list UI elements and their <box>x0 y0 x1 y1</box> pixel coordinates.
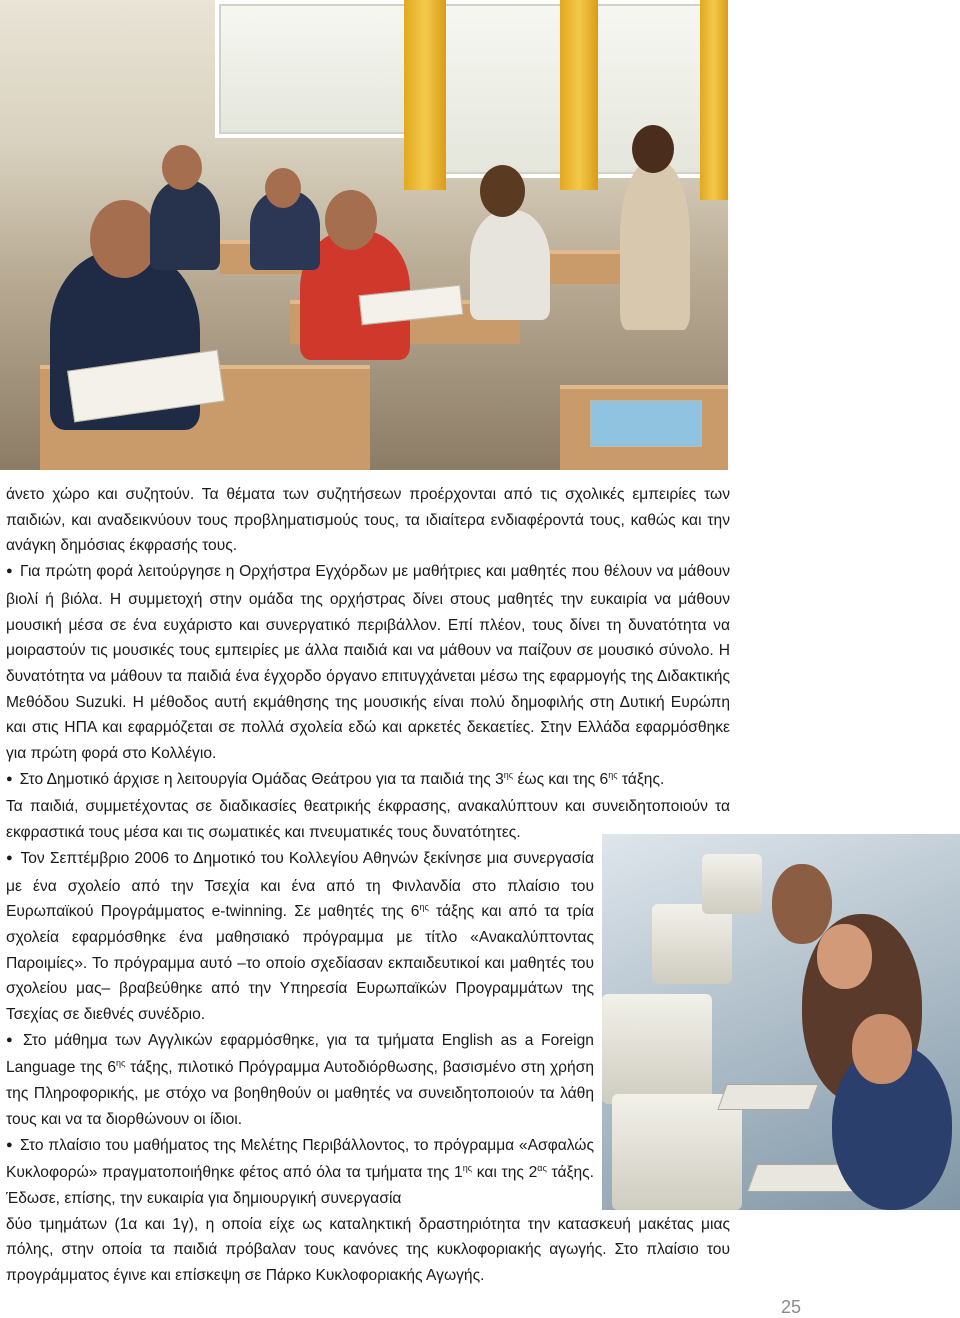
teacher-head <box>632 125 674 173</box>
bullet-orchestra: ● Για πρώτη φορά λειτούργησε η Ορχήστρα Εγχόρδων με μαθήτριες και μαθητές που θέλουν να μάθουν βιολί ή βιόλα. Η συμμετοχή στην ομάδα της ορχήστρας δίνει στους μαθητές την ευκαιρία να μάθουν μουσική μέσα σε ένα ευχάριστο και συνεργατικό περιβάλλον. Επί πλέον, τους δίνει τη δυνατότητα να μοιραστούν τις μουσικές τους εμπειρίες με άλλα παιδιά και να μάθουν να παίζουν σε μουσικό σύνολο. Η δυνατότητα να μάθουν τα παιδιά ένα έγχορδο όργανο επιτυγχάνεται μέσω της εφαρμογής της Διδακτικής Μεθόδου Suzuki. Η μέθοδος αυτή εκμάθησης της μουσικής είναι πολύ δημοφιλής στη Δυτική Ευρώπη και στις ΗΠΑ και εφαρμόζεται σε πολλά σχολεία εδώ και αρκετές δεκαετίες. Στην Ελλάδα εφαρμόσθηκε για πρώτη φορά στο Κολλέγιο. <box>6 559 730 767</box>
student-head <box>817 924 872 989</box>
student <box>150 180 220 270</box>
bullet-etwinning-text: Τον Σεπτέμβριο 2006 το Δημοτικό του Κολλεγίου Αθηνών ξεκίνησε μια συνεργασία με ένα σχολείο από την Τσεχία και ένα από τη Φινλανδία στο πλαίσιο του Ευρωπαϊκού Προγράμματος e-twinning. Σε μαθητές της 6 <box>6 849 594 921</box>
bullet-english <box>6 1028 594 1133</box>
notebook <box>590 400 702 447</box>
bullet-english-text: Στο μάθημα των Αγγλικών εφαρμόσθηκε, για τα τμήματα English as a Foreign Language της 6 <box>6 1031 594 1077</box>
bullet-traffic <box>6 1133 594 1212</box>
bullet-theatre-text: Στο Δημοτικό άρχισε η λειτουργία Ομάδας Θεάτρου για τα παιδιά της 3 <box>19 770 504 788</box>
student-head <box>480 165 525 217</box>
intro-paragraph: άνετο χώρο και συζητούν. Τα θέματα των συζητήσεων προέρχονται από τις σχολικές εμπειρίες των παιδιών, και αναδεικνύουν τους προβληματισμούς τους, τα ιδιαίτερα ενδιαφέροντά τους, καθώς και την ανάγκη δημόσιας έκφρασής τους. <box>6 486 730 555</box>
ordinal-suffix: ης <box>608 769 618 780</box>
bullet-etwinning <box>6 846 594 1028</box>
student-head <box>325 190 377 250</box>
bullet-english-text: τάξης, πιλοτικό Πρόγραμμα Αυτοδιόρθωσης, βασισμένο στη χρήση της Πληροφορικής, με στόχο να βοηθηθούν οι μαθητές να συνειδητοποιούν τα λάθη τους και να τα διορθώνουν οι ίδιοι. <box>6 1059 594 1128</box>
student <box>772 864 832 944</box>
ordinal-suffix: ης <box>462 1163 473 1174</box>
keyboard <box>717 1084 818 1110</box>
bullet-theatre-text: έως και της 6 <box>513 770 609 788</box>
ordinal-suffix: ης <box>503 769 514 780</box>
curtain <box>404 0 446 190</box>
bullet-theatre-text: τάξης. <box>617 770 665 788</box>
bullet-theatre <box>6 767 730 795</box>
classroom-photo <box>0 0 728 470</box>
bullet-traffic-text: τάξης. Έδωσε, επίσης, την ευκαιρία για δημιουργική συνεργασία <box>6 1164 595 1207</box>
teacher <box>620 160 690 330</box>
student-head <box>265 168 301 208</box>
student-head <box>90 200 158 278</box>
article-text <box>6 482 730 1289</box>
student-head <box>162 145 202 190</box>
ordinal-suffix: ας <box>537 1163 547 1174</box>
classroom-window <box>215 0 413 138</box>
theatre-continuation: Τα παιδιά, συμμετέχοντας σε διαδικασίες θεατρικής έκφρασης, ανακαλύπτουν και συνειδητοποιούν τα εκφραστικά τους μέσα και τις σωματικές και πνευματικές τους δυνατότητες. <box>6 798 730 842</box>
curtain <box>560 0 598 190</box>
student-head <box>852 1014 912 1084</box>
bullet-traffic-text: Στο πλαίσιο του μαθήματος της Μελέτης Περιβάλλοντος, το πρόγραμμα «Ασφαλώς Κυκλοφορώ» πραγματοποιήθηκε φέτος από όλα τα τμήματα της 1 <box>6 1136 594 1182</box>
traffic-continuation: δύο τμημάτων (1α και 1γ), η οποία είχε ως καταληκτική δραστηριότητα την κατασκευή μακέτας μιας πόλης, στην οποία τα παιδιά πρόβαλαν τους κανόνες της κυκλοφοριακής αγωγής. Στο πλαίσιο του προγράμματος έγινε και επίσκεψη σε Πάρκο Κυκλοφοριακής Αγωγής. <box>6 1215 730 1285</box>
bullet-traffic-text: και της 2 <box>472 1164 538 1182</box>
bullet-etwinning-text: τάξης και από τα τρία σχολεία εφαρμόσθηκε ένα μαθησιακό πρόγραμμα με τίτλο «Ανακαλύπτοντας Παροιμίες». Το πρόγραμμα αυτό –το οποίο σχεδίασαν εκπαιδευτικοί και μαθητές του σχολείου μας– βραβεύθηκε από την Υπηρεσία Ευρωπαϊκών Προγραμμάτων της Τσεχίας σε διεθνές συνέδριο. <box>6 903 594 1024</box>
student <box>470 210 550 320</box>
curtain <box>700 0 728 200</box>
ordinal-suffix: ης <box>419 902 429 913</box>
page-number: 25 <box>781 1297 802 1317</box>
ordinal-suffix: ης <box>116 1058 126 1069</box>
